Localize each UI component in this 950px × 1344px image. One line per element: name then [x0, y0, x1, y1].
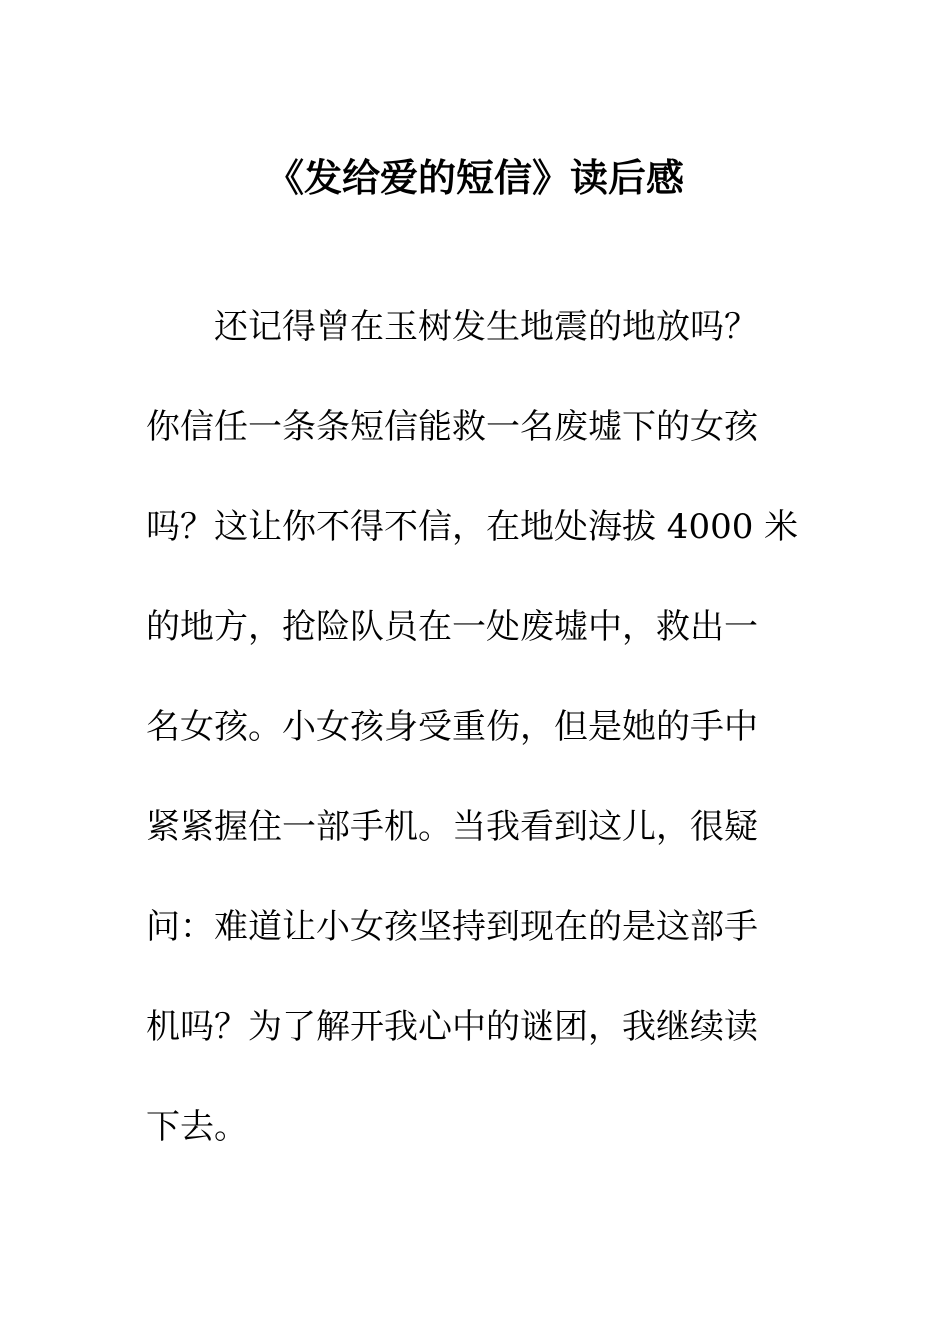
paragraph-line: 的地方，抢险队员在一处废墟中，救出一 [146, 607, 758, 647]
paragraph-line: 紧紧握住一部手机。当我看到这儿，很疑 [146, 807, 758, 847]
document-title: 《发给爱的短信》读后感 [265, 156, 684, 201]
paragraph-line: 还记得曾在玉树发生地震的地放吗？ [214, 307, 758, 347]
paragraph-line: 问：难道让小女孩坚持到现在的是这部手 [146, 907, 758, 947]
essay-paragraph [146, 302, 806, 1202]
paragraph-line: 名女孩。小女孩身受重伤，但是她的手中 [146, 707, 758, 747]
paragraph-line: 下去。 [146, 1107, 248, 1147]
paragraph-line: 你信任一条条短信能救一名废墟下的女孩 [146, 407, 758, 447]
paragraph-line: 机吗？为了解开我心中的谜团，我继续读 [146, 1007, 758, 1047]
paragraph-line: 吗？这让你不得不信，在地处海拔 4000 米 [146, 507, 799, 547]
